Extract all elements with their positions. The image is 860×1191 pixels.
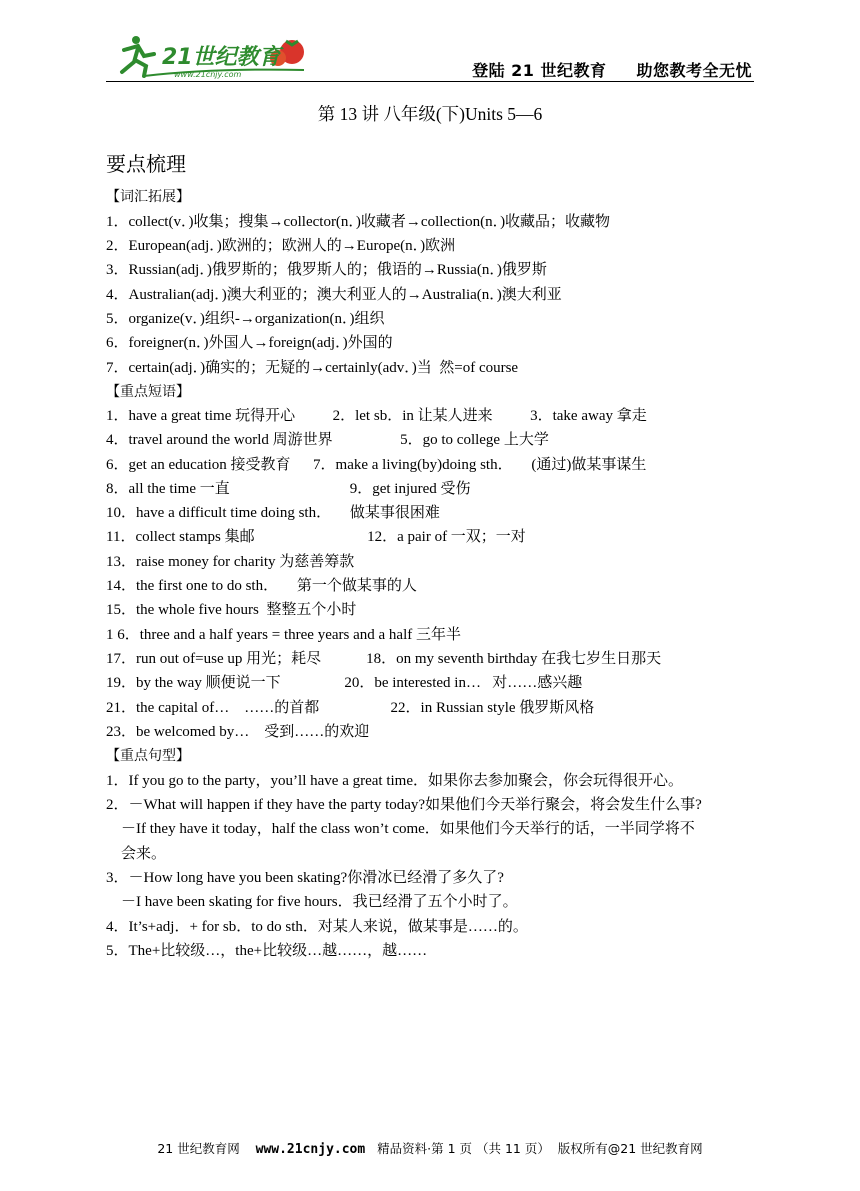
sentence-item: －I have been skating for five hours．我已经滑了五个小时了。 bbox=[106, 894, 518, 910]
vocab-item: 1．collect(v．)收集；搜集→collector(n．)收藏者→collection(n．)收藏品；收藏物 bbox=[106, 214, 611, 230]
sentence-item: 会来。 bbox=[106, 846, 167, 862]
vocab-item: 7．certain(adj．)确实的；无疑的→certainly(adv．)当 然=of course bbox=[106, 360, 519, 376]
header-divider bbox=[106, 81, 754, 82]
vocab-heading: 【词汇拓展】 bbox=[106, 189, 190, 205]
phrase-item: 10．have a difficult time doing sth． 做某事很困难 bbox=[106, 505, 440, 521]
21cnjy-logo bbox=[114, 32, 314, 80]
page-title: 第 13 讲 八年级(下)Units 5—6 bbox=[317, 104, 543, 124]
vocab-item: 2．European(adj．)欧洲的；欧洲人的→Europe(n．)欧洲 bbox=[106, 238, 456, 254]
phrase-item: 15．the whole five hours 整整五个小时 bbox=[106, 602, 357, 618]
vocab-item: 5．organize(v．)组织-→organization(n．)组织 bbox=[106, 311, 385, 327]
header-slogan bbox=[442, 58, 752, 81]
sentence-item: 1．If you go to the party，you’ll have a great time．如果你去参加聚会，你会玩得很开心。 bbox=[106, 773, 683, 789]
phrase-item: 1．have a great time 玩得开心 2．let sb．in 让某人进来 3．take away 拿走 bbox=[106, 408, 647, 424]
phrases-heading: 【重点短语】 bbox=[106, 384, 190, 400]
footer-page-info: 精品资料·第 1 页 （共 11 页） bbox=[377, 1141, 550, 1156]
phrase-item: 19．by the way 顺便说一下 20．be interested in… 对……感兴趣 bbox=[106, 675, 583, 691]
logo-url-text: www.21cnjy.com bbox=[174, 70, 242, 79]
sentence-item: 2．－What will happen if they have the party today?如果他们今天举行聚会，将会发生什么事? bbox=[106, 797, 702, 813]
vocab-item: 6．foreigner(n．)外国人→foreign(adj．)外国的 bbox=[106, 335, 393, 351]
phrase-item: 14．the first one to do sth． 第一个做某事的人 bbox=[106, 578, 417, 594]
sentence-item: －If they have it today，half the class won’t come．如果他们今天举行的话，一半同学将不 bbox=[106, 821, 695, 837]
section-heading: 要点梳理 bbox=[106, 152, 186, 176]
phrase-item: 4．travel around the world 周游世界 5．go to college 上大学 bbox=[106, 432, 549, 448]
footer-site-name: 21 世纪教育网 bbox=[157, 1141, 240, 1156]
footer-url[interactable]: www.21cnjy.com bbox=[255, 1142, 366, 1157]
header-slogan-left: 登陆 21 世纪教育 bbox=[472, 61, 607, 80]
phrase-item: 17．run out of=use up 用光；耗尽 18．on my seventh birthday 在我七岁生日那天 bbox=[106, 651, 662, 667]
page-header bbox=[106, 30, 754, 80]
header-slogan-right: 助您教考全无忧 bbox=[636, 61, 752, 80]
sentence-item: 3．－How long have you been skating?你滑冰已经滑了多久了? bbox=[106, 870, 504, 886]
sentences-heading: 【重点句型】 bbox=[106, 748, 190, 764]
vocab-item: 3．Russian(adj．)俄罗斯的；俄罗斯人的；俄语的→Russia(n．)俄罗斯 bbox=[106, 262, 547, 278]
logo-text: 21世纪教育 bbox=[162, 45, 281, 70]
phrase-item: 6．get an education 接受教育 7．make a living(by)doing sth． (通过)做某事谋生 bbox=[106, 457, 647, 473]
vocab-item: 4．Australian(adj．)澳大利亚的；澳大利亚人的→Australia(n．)澳大利亚 bbox=[106, 287, 562, 303]
page-footer bbox=[0, 1139, 860, 1157]
phrase-item: 13．raise money for charity 为慈善筹款 bbox=[106, 554, 355, 570]
phrase-item: 11．collect stamps 集邮 12．a pair of 一双；一对 bbox=[106, 529, 526, 545]
phrase-item: 8．all the time 一直 9．get injured 受伤 bbox=[106, 481, 471, 497]
footer-copyright: 版权所有@21 世纪教育网 bbox=[557, 1141, 703, 1156]
sentence-item: 4．It’s+adj．+ for sb．to do sth．对某人来说，做某事是……的。 bbox=[106, 919, 528, 935]
phrase-item: 21．the capital of… ……的首都 22．in Russian style 俄罗斯风格 bbox=[106, 700, 595, 716]
phrase-item: 1 6．three and a half years = three years and a half 三年半 bbox=[106, 627, 461, 643]
phrase-item: 23．be welcomed by… 受到……的欢迎 bbox=[106, 724, 370, 740]
sentence-item: 5．The+比较级…，the+比较级…越……，越…… bbox=[106, 943, 428, 959]
